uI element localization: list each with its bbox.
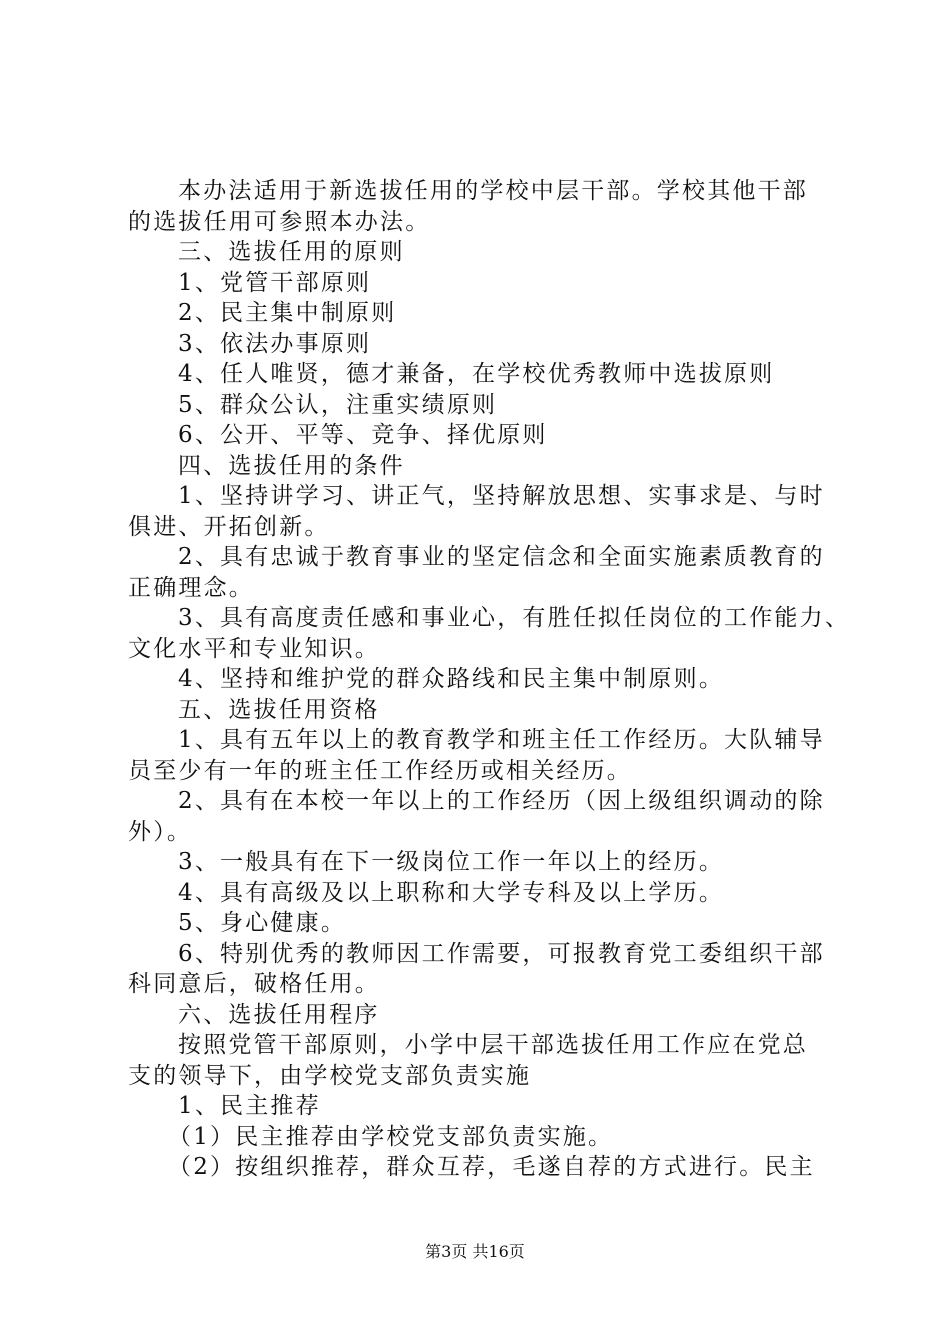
list-item: 2、具有在本校一年以上的工作经历（因上级组织调动的除 xyxy=(178,788,825,814)
list-item: 5、群众公认，注重实绩原则 xyxy=(178,391,498,418)
paragraph-line: 本办法适用于新选拔任用的学校中层干部。学校其他干部 xyxy=(178,178,808,204)
list-item: 2、民主集中制原则 xyxy=(178,300,397,326)
section-heading: 六、选拔任用程序 xyxy=(178,1001,380,1028)
list-item-continuation: 文化水平和专业知识。 xyxy=(128,635,380,662)
list-item: 4、任人唯贤，德才兼备，在学校优秀教师中选拔原则 xyxy=(178,361,775,387)
list-item: 3、一般具有在下一级岗位工作一年以上的经历。 xyxy=(178,849,725,875)
page-number: 第3页 共16页 xyxy=(425,1242,525,1261)
list-item: 3、依法办事原则 xyxy=(178,330,372,357)
section-heading: 五、选拔任用资格 xyxy=(178,696,380,723)
list-item: 2、具有忠诚于教育事业的坚定信念和全面实施素质教育的 xyxy=(178,544,825,570)
list-item: 1、党管干部原则 xyxy=(178,269,372,296)
list-item-continuation: 员至少有一年的班主任工作经历或相关经历。 xyxy=(128,757,632,784)
paragraph-line: 支的领导下，由学校党支部负责实施 xyxy=(128,1062,532,1089)
section-heading: 三、选拔任用的原则 xyxy=(178,239,405,265)
document-body xyxy=(128,176,851,1183)
list-item-continuation: 正确理念。 xyxy=(128,574,254,601)
list-item: 1、坚持讲学习、讲正气，坚持解放思想、实事求是、与时 xyxy=(178,483,825,509)
list-item: 6、公开、平等、竞争、择优原则 xyxy=(178,422,548,448)
list-item: 1、具有五年以上的教育教学和班主任工作经历。大队辅导 xyxy=(178,727,825,753)
subsection-heading: 1、民主推荐 xyxy=(178,1093,321,1119)
list-item: （1）民主推荐由学校党支部负责实施。 xyxy=(168,1123,614,1150)
list-item-continuation: 俱进、开拓创新。 xyxy=(128,513,330,540)
list-item-continuation: 外）。 xyxy=(128,818,193,845)
section-heading: 四、选拔任用的条件 xyxy=(178,452,405,479)
list-item: （2）按组织推荐，群众互荐，毛遂自荐的方式进行。民主 xyxy=(168,1154,815,1180)
list-item: 5、身心健康。 xyxy=(178,910,347,936)
list-item-continuation: 科同意后，破格任用。 xyxy=(128,971,380,997)
paragraph-line: 的选拔任用可参照本办法。 xyxy=(128,208,431,235)
list-item: 4、具有高级及以上职称和大学专科及以上学历。 xyxy=(178,879,725,906)
list-item: 3、具有高度责任感和事业心，有胜任拟任岗位的工作能力、 xyxy=(178,605,851,631)
list-item: 4、坚持和维护党的群众路线和民主集中制原则。 xyxy=(178,666,725,692)
paragraph-line: 按照党管干部原则，小学中层干部选拔任用工作应在党总 xyxy=(178,1032,808,1058)
list-item: 6、特别优秀的教师因工作需要，可报教育党工委组织干部 xyxy=(178,940,825,967)
